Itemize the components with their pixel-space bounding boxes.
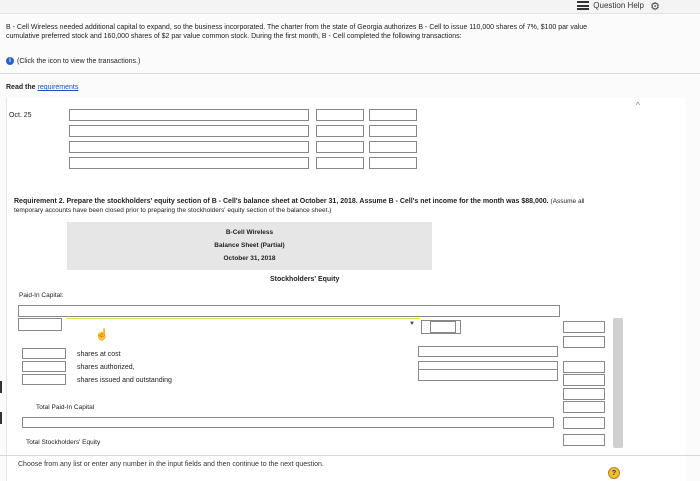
shares-input[interactable] <box>18 318 62 331</box>
requirement-2 <box>14 197 604 215</box>
requirement-2-text: Requirement 2. Prepare the stockholders' equity section of B - Cell's balance sheet at October 31, 2018. Assume B - Cell's net income for the month was $88,000. <box>14 198 549 205</box>
journal-credit-input[interactable] <box>369 109 417 121</box>
transactions-info[interactable] <box>6 57 140 65</box>
total-equity-label: Total Stockholders' Equity <box>26 439 101 446</box>
equity-account-input[interactable] <box>18 305 560 317</box>
section-heading: Stockholders' Equity <box>270 276 340 283</box>
shares-cost-input[interactable] <box>22 348 66 359</box>
journal-debit-input[interactable] <box>316 141 364 153</box>
amount-input[interactable] <box>430 321 456 333</box>
question-help-label: Question Help <box>593 1 644 10</box>
shares-authorized-input[interactable] <box>22 361 66 372</box>
requirements-link[interactable]: requirements <box>37 84 79 91</box>
total-paid-in-input[interactable] <box>563 401 605 413</box>
gear-icon[interactable]: ⚙ <box>650 1 660 13</box>
journal-account-input[interactable] <box>69 125 309 137</box>
journal-account-input[interactable] <box>69 109 309 121</box>
total-input[interactable] <box>563 374 605 386</box>
read-requirements: Read the requirements <box>6 84 79 91</box>
journal-credit-input[interactable] <box>369 157 417 169</box>
help-icon[interactable]: ? <box>608 467 620 479</box>
question-help-button[interactable] <box>577 1 644 10</box>
scroll-marker <box>0 381 2 393</box>
statement-date: October 31, 2018 <box>223 255 276 262</box>
journal-debit-input[interactable] <box>316 125 364 137</box>
journal-account-input[interactable] <box>69 157 309 169</box>
requirement-2-note: (Assume all temporary accounts have been closed prior to preparing the stockholders' equity section of the balance sheet.) <box>14 198 585 214</box>
chevron-up-icon[interactable]: ^ <box>635 100 640 110</box>
journal-debit-input[interactable] <box>316 157 364 169</box>
total-input[interactable] <box>563 417 605 429</box>
divider <box>0 73 700 74</box>
journal-account-input[interactable] <box>69 141 309 153</box>
total-input[interactable] <box>563 388 605 400</box>
journal-credit-input[interactable] <box>369 125 417 137</box>
journal-date: Oct. 25 <box>9 112 32 119</box>
list-icon <box>577 1 589 10</box>
company-name: B-Cell Wireless <box>225 229 274 236</box>
total-equity-input[interactable] <box>563 434 605 446</box>
info-icon[interactable]: i <box>6 57 14 65</box>
journal-credit-input[interactable] <box>369 141 417 153</box>
problem-text: B - Cell Wireless needed additional capital to expand, so the business incorporated. The charter from the state of Georgia authorizes B - Cell to issue 110,000 shares of 7%, $100 par value cumulative preferred stock and 160,000 shares of $2 par value common stock. During the first month, B - Cell completed the following transactions: <box>6 24 588 40</box>
total-input[interactable] <box>563 336 605 348</box>
scrollbar[interactable] <box>613 318 623 448</box>
total-input[interactable] <box>563 361 605 373</box>
shares-issued-label: shares issued and outstanding <box>77 377 172 384</box>
statement-title: Balance Sheet (Partial) <box>214 242 285 249</box>
equity-account-input[interactable] <box>22 417 554 428</box>
highlight-line <box>66 318 420 319</box>
paid-in-capital-label: Paid-In Capital: <box>19 292 64 299</box>
info-text: (Click the icon to view the transactions.) <box>17 57 141 65</box>
divider <box>0 455 700 456</box>
total-input[interactable] <box>563 321 605 333</box>
journal-debit-input[interactable] <box>316 109 364 121</box>
hand-cursor-icon: ☝ <box>95 329 109 341</box>
shares-authorized-label: shares authorized, <box>77 364 135 371</box>
dropdown-arrow-icon[interactable]: ▼ <box>409 321 415 327</box>
amount-input[interactable] <box>418 369 558 381</box>
balance-sheet-header <box>67 222 432 270</box>
scroll-marker <box>0 412 2 424</box>
shares-at-cost-label: shares at cost <box>77 351 121 358</box>
total-paid-in-label: Total Paid-In Capital <box>36 404 95 411</box>
shares-issued-input[interactable] <box>22 374 66 385</box>
footer-instruction: Choose from any list or enter any number in the input fields and then continue to the next question. <box>18 461 324 468</box>
amount-input[interactable] <box>418 346 558 357</box>
